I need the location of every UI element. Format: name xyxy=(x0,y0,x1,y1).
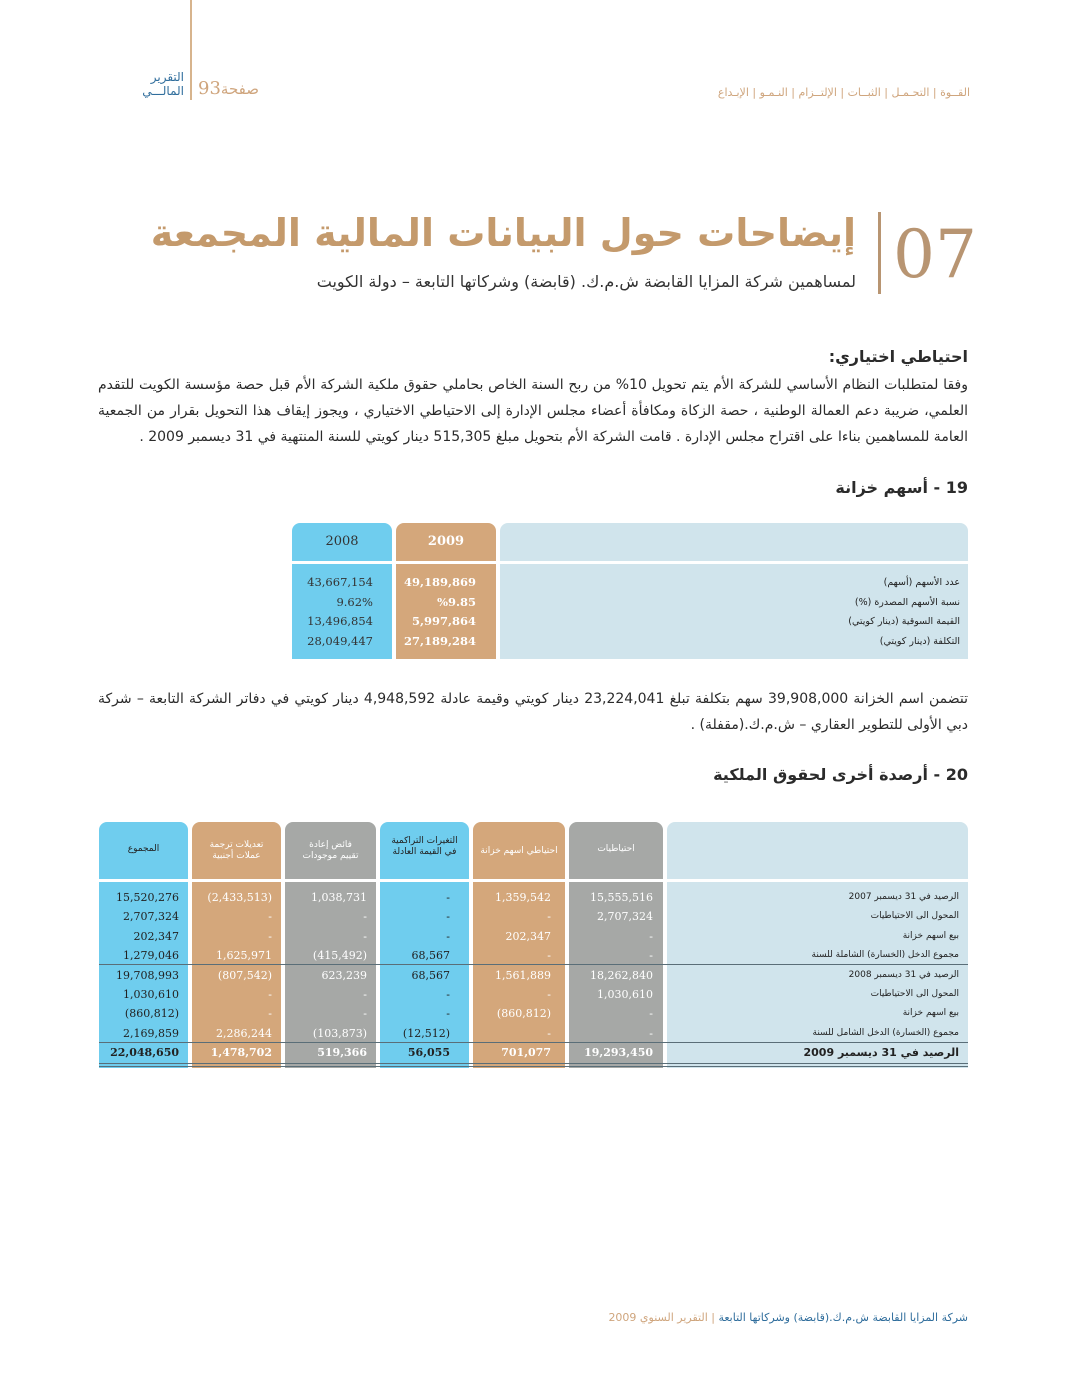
equity-cell: - xyxy=(446,910,450,924)
treasury-note: تتضمن اسم الخزانة 39,908,000 سهم بتكلفة تبلغ 23,224,041 دينار كويتي وقيمة عادلة 4,948,592 دينار كويتي في دفاتر الشركة التابعة – شركة دبي الأولى للتطوير العقاري – ش.م.ك.(مقفلة) . xyxy=(98,691,968,733)
equity-col-translation-header xyxy=(192,822,281,879)
equity-cell: 1,030,610 xyxy=(597,988,653,1002)
equity-cell: 623,239 xyxy=(321,968,367,982)
tagline: القــوة | التحـمـل | الثبــات | الإلتــزام | النـمـو | الإبـداع xyxy=(717,86,970,99)
equity-cell: (860,812) xyxy=(124,1007,179,1021)
equity-cell: (12,512) xyxy=(402,1026,450,1040)
equity-col-fairvalue-label: التغيرات التراكمية في القيمة العادلة xyxy=(391,836,458,857)
equity-cell: (2,433,513) xyxy=(207,891,272,904)
equity-cell-final: 701,077 xyxy=(501,1046,551,1060)
equity-cell: - xyxy=(649,1026,653,1040)
treasury-row-label: عدد الأسهم (أسهم) xyxy=(883,577,960,588)
equity-col-total-label: المجموع xyxy=(127,844,160,854)
equity-col-total-header xyxy=(99,822,188,879)
equity-cell: 1,625,971 xyxy=(216,949,272,963)
treasury-row-labels xyxy=(660,573,960,651)
equity-col-treasury-label: احتياطي اسهم خزانة xyxy=(480,846,558,856)
equity-treasury-column xyxy=(473,888,551,1063)
equity-cell: 15,520,276 xyxy=(116,891,179,904)
equity-cell-final: 56,055 xyxy=(407,1046,450,1060)
equity-cell: - xyxy=(649,1007,653,1021)
footer xyxy=(400,1311,968,1324)
row-divider xyxy=(99,1063,968,1064)
equity-cell: 18,262,840 xyxy=(590,968,653,982)
equity-cell: 2,707,324 xyxy=(123,910,179,924)
treasury-2009-value: 5,997,864 xyxy=(411,614,476,628)
equity-cell: 2,286,244 xyxy=(216,1026,272,1040)
equity-total-column xyxy=(99,888,179,1063)
equity-revaluation-column xyxy=(285,888,367,1063)
treasury-col-2009-header xyxy=(396,523,496,561)
equity-cell: 68,567 xyxy=(411,968,450,982)
page-word: صفحة xyxy=(220,80,259,98)
footer-report: التقرير السنوي 2009 xyxy=(608,1311,708,1324)
equity-cell: 1,359,542 xyxy=(495,891,551,904)
section-subtitle: لمساهمين شركة المزايا القابضة ش.م.ك. (قابضة) وشركاتها التابعة – دولة الكويت xyxy=(316,272,856,291)
equity-cell: 1,279,046 xyxy=(123,949,179,963)
equity-cell-final: 1,478,702 xyxy=(210,1046,272,1060)
section-divider xyxy=(878,212,881,294)
equity-cell: 68,567 xyxy=(411,949,450,963)
equity-cell: - xyxy=(547,1026,551,1040)
equity-cell: 1,561,889 xyxy=(495,968,551,982)
equity-row-label-final: الرصيد في 31 ديسمبر 2009 xyxy=(803,1046,959,1060)
equity-cell: - xyxy=(547,949,551,963)
equity-row-label: المحول الى الاحتياطيات xyxy=(870,989,959,1000)
equity-cell: 2,169,859 xyxy=(123,1026,179,1040)
equity-cell: (415,492) xyxy=(312,949,367,963)
reserve-heading: احتياطي اختياري: xyxy=(828,347,968,366)
equity-cell-final: 519,366 xyxy=(317,1046,367,1060)
equity-cell-final: 19,293,450 xyxy=(584,1046,653,1060)
row-divider xyxy=(99,1066,968,1067)
treasury-2009-value: 49,189,869 xyxy=(403,575,476,589)
equity-cell: (807,542) xyxy=(217,968,272,982)
treasury-2008-value: 9.62% xyxy=(336,594,373,609)
equity-cell: 202,347 xyxy=(505,929,551,943)
equity-row-label: مجموع الدخل (الخسارة) الشاملة للسنة xyxy=(811,950,959,961)
equity-cell: - xyxy=(268,988,272,1002)
equity-cell: 1,030,610 xyxy=(123,988,179,1002)
treasury-row-label: التكلفة (دينار كويتي) xyxy=(879,635,960,647)
equity-cell: - xyxy=(547,910,551,924)
equity-col-reserves-label: احتياطيات xyxy=(597,844,635,854)
equity-cell: 202,347 xyxy=(133,929,179,943)
equity-cell: - xyxy=(446,891,450,904)
report-label xyxy=(138,70,184,98)
equity-fairvalue-column xyxy=(380,888,450,1063)
treasury-col-2008-header xyxy=(292,523,392,561)
equity-cell: (103,873) xyxy=(312,1026,367,1040)
treasury-row-label: نسبة الأسهم المصدرة (%) xyxy=(854,596,960,608)
equity-row-label: بيع اسهم خزانة xyxy=(902,930,959,941)
reserve-paragraph: وفقا لمتطلبات النظام الأساسي للشركة الأم يتم تحويل 10% من ربح السنة الخاص بحاملي حقوق ملكية الشركة الأم قبل حصة مؤسسة الكويت للتقدم العلمي، ضريبة دعم العمالة الوطنية ، حصة الزكاة ومكافأة أعضاء مجلس الإدارة إلى الاحتياطي الاختياري ، ويجوز إيقاف هذا التحويل بقرار من الجمعية العامة للمساهمين بناءا على اقتراح مجلس الإدارة . قامت الشركة الأم بتحويل مبلغ 515,305 دينار كويتي للسنة المنتهية في 31 ديسمبر 2009 . xyxy=(98,377,968,445)
treasury-label-body xyxy=(500,564,968,659)
equity-col-translation-label: تعديلات ترجمة عملات أجنبية xyxy=(209,840,264,861)
equity-cell: - xyxy=(363,988,367,1002)
section-number: 07 xyxy=(893,216,977,293)
equity-cell: 1,038,731 xyxy=(311,891,367,904)
header-divider xyxy=(190,0,192,100)
equity-cell: - xyxy=(446,988,450,1002)
equity-cell: - xyxy=(649,949,653,963)
equity-cell-final: 22,048,650 xyxy=(110,1046,179,1060)
treasury-2008-value: 43,667,154 xyxy=(307,575,373,589)
equity-row-label: الرصيد في 31 ديسمبر 2007 xyxy=(848,892,959,902)
treasury-col-2009-body xyxy=(396,564,496,659)
equity-cell: 2,707,324 xyxy=(597,910,653,924)
report-label-line1: التقرير xyxy=(150,70,184,84)
equity-row-label: مجموع (الخسارة) الدخل الشامل للسنة xyxy=(812,1027,959,1038)
treasury-col-2008-label: 2008 xyxy=(325,534,359,549)
equity-translation-column xyxy=(192,888,272,1063)
equity-row-label: الرصيد في 31 ديسمبر 2008 xyxy=(848,969,959,980)
footer-separator: | xyxy=(707,1311,715,1324)
equity-heading: 20 - أرصدة أخرى لحقوق الملكية xyxy=(713,765,968,784)
equity-reserves-column xyxy=(569,888,653,1063)
treasury-heading: 19 - أسهم خزانة xyxy=(835,478,968,497)
equity-col-fairvalue-header xyxy=(380,822,469,879)
treasury-col-2008-body xyxy=(292,564,392,659)
equity-cell: - xyxy=(446,929,450,943)
report-label-line2: المالـــي xyxy=(142,84,184,98)
page-indicator xyxy=(198,78,259,99)
equity-cell: (860,812) xyxy=(496,1007,551,1021)
treasury-values-2009 xyxy=(404,573,476,651)
treasury-2009-value: %9.85 xyxy=(437,594,476,609)
page-number: 93 xyxy=(198,78,221,99)
footer-company: شركة المزايا القابضة ش.م.ك.(قابضة) وشركاتها التابعة xyxy=(718,1311,968,1324)
section-title: إيضاحات حول البيانات المالية المجمعة xyxy=(150,211,856,255)
equity-cell: - xyxy=(363,1007,367,1021)
equity-cell: 15,555,516 xyxy=(590,891,653,904)
equity-cell: - xyxy=(446,1007,450,1021)
treasury-values-2008 xyxy=(307,573,373,651)
equity-cell: - xyxy=(547,988,551,1002)
equity-table xyxy=(99,822,968,1072)
treasury-col-2009-label: 2009 xyxy=(427,534,465,549)
equity-cell: - xyxy=(268,1007,272,1021)
treasury-2008-value: 28,049,447 xyxy=(307,633,373,648)
equity-cell: - xyxy=(649,929,653,943)
treasury-2008-value: 13,496,854 xyxy=(307,614,373,628)
equity-col-revaluation-label: فائض إعادة تقييم موجودات xyxy=(302,840,359,861)
equity-label-header xyxy=(667,822,968,879)
equity-col-treasury-header xyxy=(473,822,565,879)
treasury-row-label: القيمة السوقية (دينار كويتي) xyxy=(848,616,960,627)
equity-cell: - xyxy=(363,910,367,924)
equity-col-reserves-header xyxy=(569,822,663,879)
treasury-table xyxy=(292,523,968,659)
equity-row-labels xyxy=(679,888,959,1063)
equity-cell: - xyxy=(268,929,272,943)
treasury-2009-value: 27,189,284 xyxy=(403,633,476,648)
equity-cell: - xyxy=(363,929,367,943)
equity-row-label: بيع اسهم خزانة xyxy=(902,1008,959,1019)
treasury-label-header xyxy=(500,523,968,561)
equity-cell: 19,708,993 xyxy=(116,968,179,982)
equity-row-label: المحول الى الاحتياطيات xyxy=(870,911,959,922)
equity-cell: - xyxy=(268,910,272,924)
equity-col-revaluation-header xyxy=(285,822,376,879)
